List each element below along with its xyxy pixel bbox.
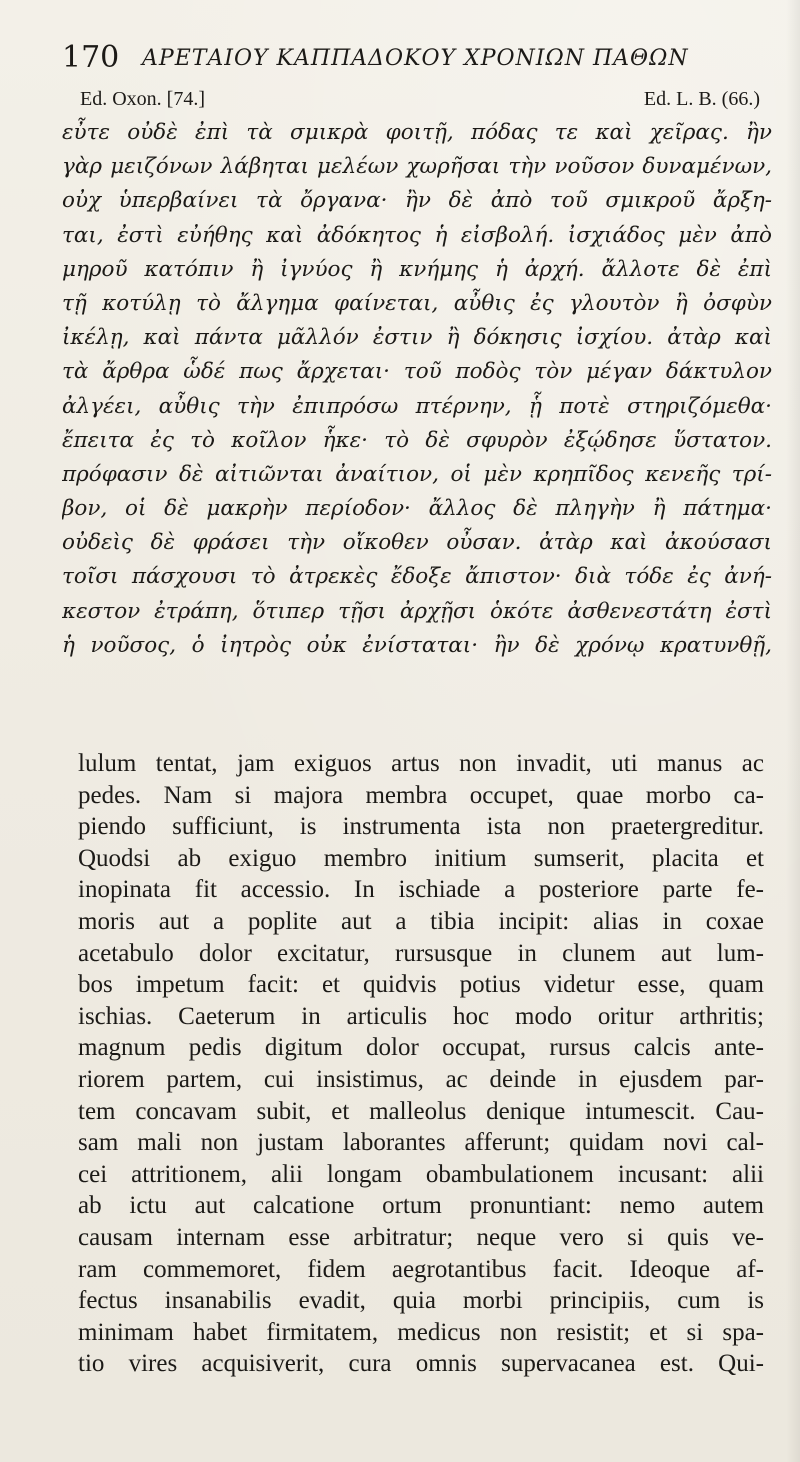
greek-line: ἔπειτα ἐς τὸ κοῖλον ἧκε· τὸ δὲ σφυρὸν ἐξῴδησε ὕστατον. — [62, 427, 772, 453]
greek-line: βον, οἱ δὲ μακρὴν περίοδον· ἄλλος δὲ πληγὴν ἢ πάτημα· — [62, 496, 772, 522]
greek-line: ται, ἐστὶ εὐήθης καὶ ἀδόκητος ἡ εἰσβολή. ἰσχιάδος μὲν ἀπὸ — [62, 222, 772, 248]
page-number: 170 — [62, 40, 120, 75]
latin-line: bos impetum facit: et quidvis potius videtur esse, quam — [78, 971, 764, 999]
greek-text-block — [62, 116, 772, 663]
latin-line: acetabulo dolor excitatur, rursusque in clunem aut lum- — [78, 939, 764, 967]
greek-line: εὖτε οὐδὲ ἐπὶ τὰ σμικρὰ φοιτῇ, πόδας τε καὶ χεῖρας. ἢν — [62, 120, 772, 145]
page-edge-shadow — [786, 0, 800, 1462]
latin-line: moris aut a poplite aut a tibia incipit: alias in coxae — [78, 907, 764, 935]
latin-line: tio vires acquisiverit, cura omnis supervacanea est. Qui- — [78, 1350, 764, 1378]
latin-line: minimam habet firmitatem, medicus non resistit; et si spa- — [78, 1318, 764, 1346]
latin-line: lulum tentat, jam exiguos artus non invadit, uti manus ac — [78, 750, 764, 777]
greek-line: ἰκέλῃ, καὶ πάντα μᾶλλόν ἐστιν ἢ δόκησις ἰσχίου. ἀτὰρ καὶ — [62, 325, 772, 351]
greek-line: οὐχ ὑπερβαίνει τὰ ὄργανα· ἢν δὲ ἀπὸ τοῦ σμικροῦ ἄρξη- — [62, 188, 772, 214]
latin-line: inopinata fit accessio. In ischiade a posteriore parte fe- — [78, 876, 764, 904]
greek-line: τῇ κοτύλῃ τὸ ἄλγημα φαίνεται, αὖθις ἐς γλουτὸν ἢ ὀσφὺν — [62, 290, 772, 316]
greek-line: πρόφασιν δὲ αἰτιῶνται ἀναίτιον, οἱ μὲν κρηπῖδος κενεῆς τρί- — [62, 461, 772, 487]
latin-line: pedes. Nam si majora membra occupet, quae morbo ca- — [78, 781, 764, 809]
greek-line: κεστον ἐτράπη, ὅτιπερ τῇσι ἀρχῇσι ὁκότε ἀσθενεστάτη ἐστὶ — [62, 598, 772, 624]
greek-line: μηροῦ κατόπιν ἢ ἰγνύος ἢ κνήμης ἡ ἀρχή. ἄλλοτε δὲ ἐπὶ — [62, 256, 772, 282]
latin-line: magnum pedis digitum dolor occupat, rursus calcis ante- — [78, 1034, 764, 1062]
greek-line: ἀλγέει, αὖθις τὴν ἐπιπρόσω πτέρνην, ᾗ ποτὲ στηριζόμεθα· — [62, 393, 772, 419]
latin-line: ab ictu aut calcatione ortum pronuntiant: nemo autem — [78, 1192, 764, 1220]
latin-line: fectus insanabilis evadit, quia morbi principiis, cum is — [78, 1287, 764, 1315]
page-header — [62, 38, 762, 86]
latin-line: Quodsi ab exiguo membro initium sumserit, placita et — [78, 844, 764, 872]
latin-line: cei attritionem, alii longam obambulationem incusant: alii — [78, 1160, 764, 1188]
latin-line: sam mali non justam laborantes afferunt; quidam novi cal- — [78, 1129, 764, 1157]
greek-line: τὰ ἄρθρα ὧδέ πως ἄρχεται· τοῦ ποδὸς τὸν μέγαν δάκτυλον — [62, 359, 772, 385]
greek-line: οὐδεὶς δὲ φράσει τὴν οἴκοθεν οὖσαν. ἀτὰρ καὶ ἀκούσασι — [62, 530, 772, 556]
latin-line: causam internam esse arbitratur; neque vero si quis ve- — [78, 1223, 764, 1251]
greek-line: τοῖσι πάσχουσι τὸ ἀτρεκὲς ἔδοξε ἄπιστον· διὰ τόδε ἐς ἀνή- — [62, 564, 772, 590]
edition-lb: Ed. L. B. (66.) — [643, 88, 760, 110]
running-title: ΑΡΕΤΑΙΟΥ ΚΑΠΠΑΔΟΚΟΥ ΧΡΟΝΙΩΝ ΠΑΘΩΝ — [142, 46, 689, 71]
edition-references — [80, 88, 760, 112]
latin-line: riorem partem, cui insistimus, ac deinde in ejusdem par- — [78, 1065, 764, 1093]
latin-line: tem concavam subit, et malleolus denique intumescit. Cau- — [78, 1097, 764, 1125]
latin-translation-block — [78, 748, 764, 1380]
latin-line: ram commemoret, fidem aegrotantibus facit. Ideoque af- — [78, 1255, 764, 1283]
latin-line: piendo sufficiunt, is instrumenta ista non praetergreditur. — [78, 813, 764, 841]
latin-line: ischias. Caeterum in articulis hoc modo oritur arthritis; — [78, 1002, 764, 1030]
edition-oxon: Ed. Oxon. [74.] — [80, 88, 205, 110]
greek-line: ἡ νοῦσος, ὁ ἰητρὸς οὐκ ἐνίσταται· ἢν δὲ χρόνῳ κρατυνθῇ, — [62, 632, 772, 658]
greek-line: γὰρ μειζόνων λάβηται μελέων χωρῆσαι τὴν νοῦσον δυναμένων, — [62, 154, 772, 180]
